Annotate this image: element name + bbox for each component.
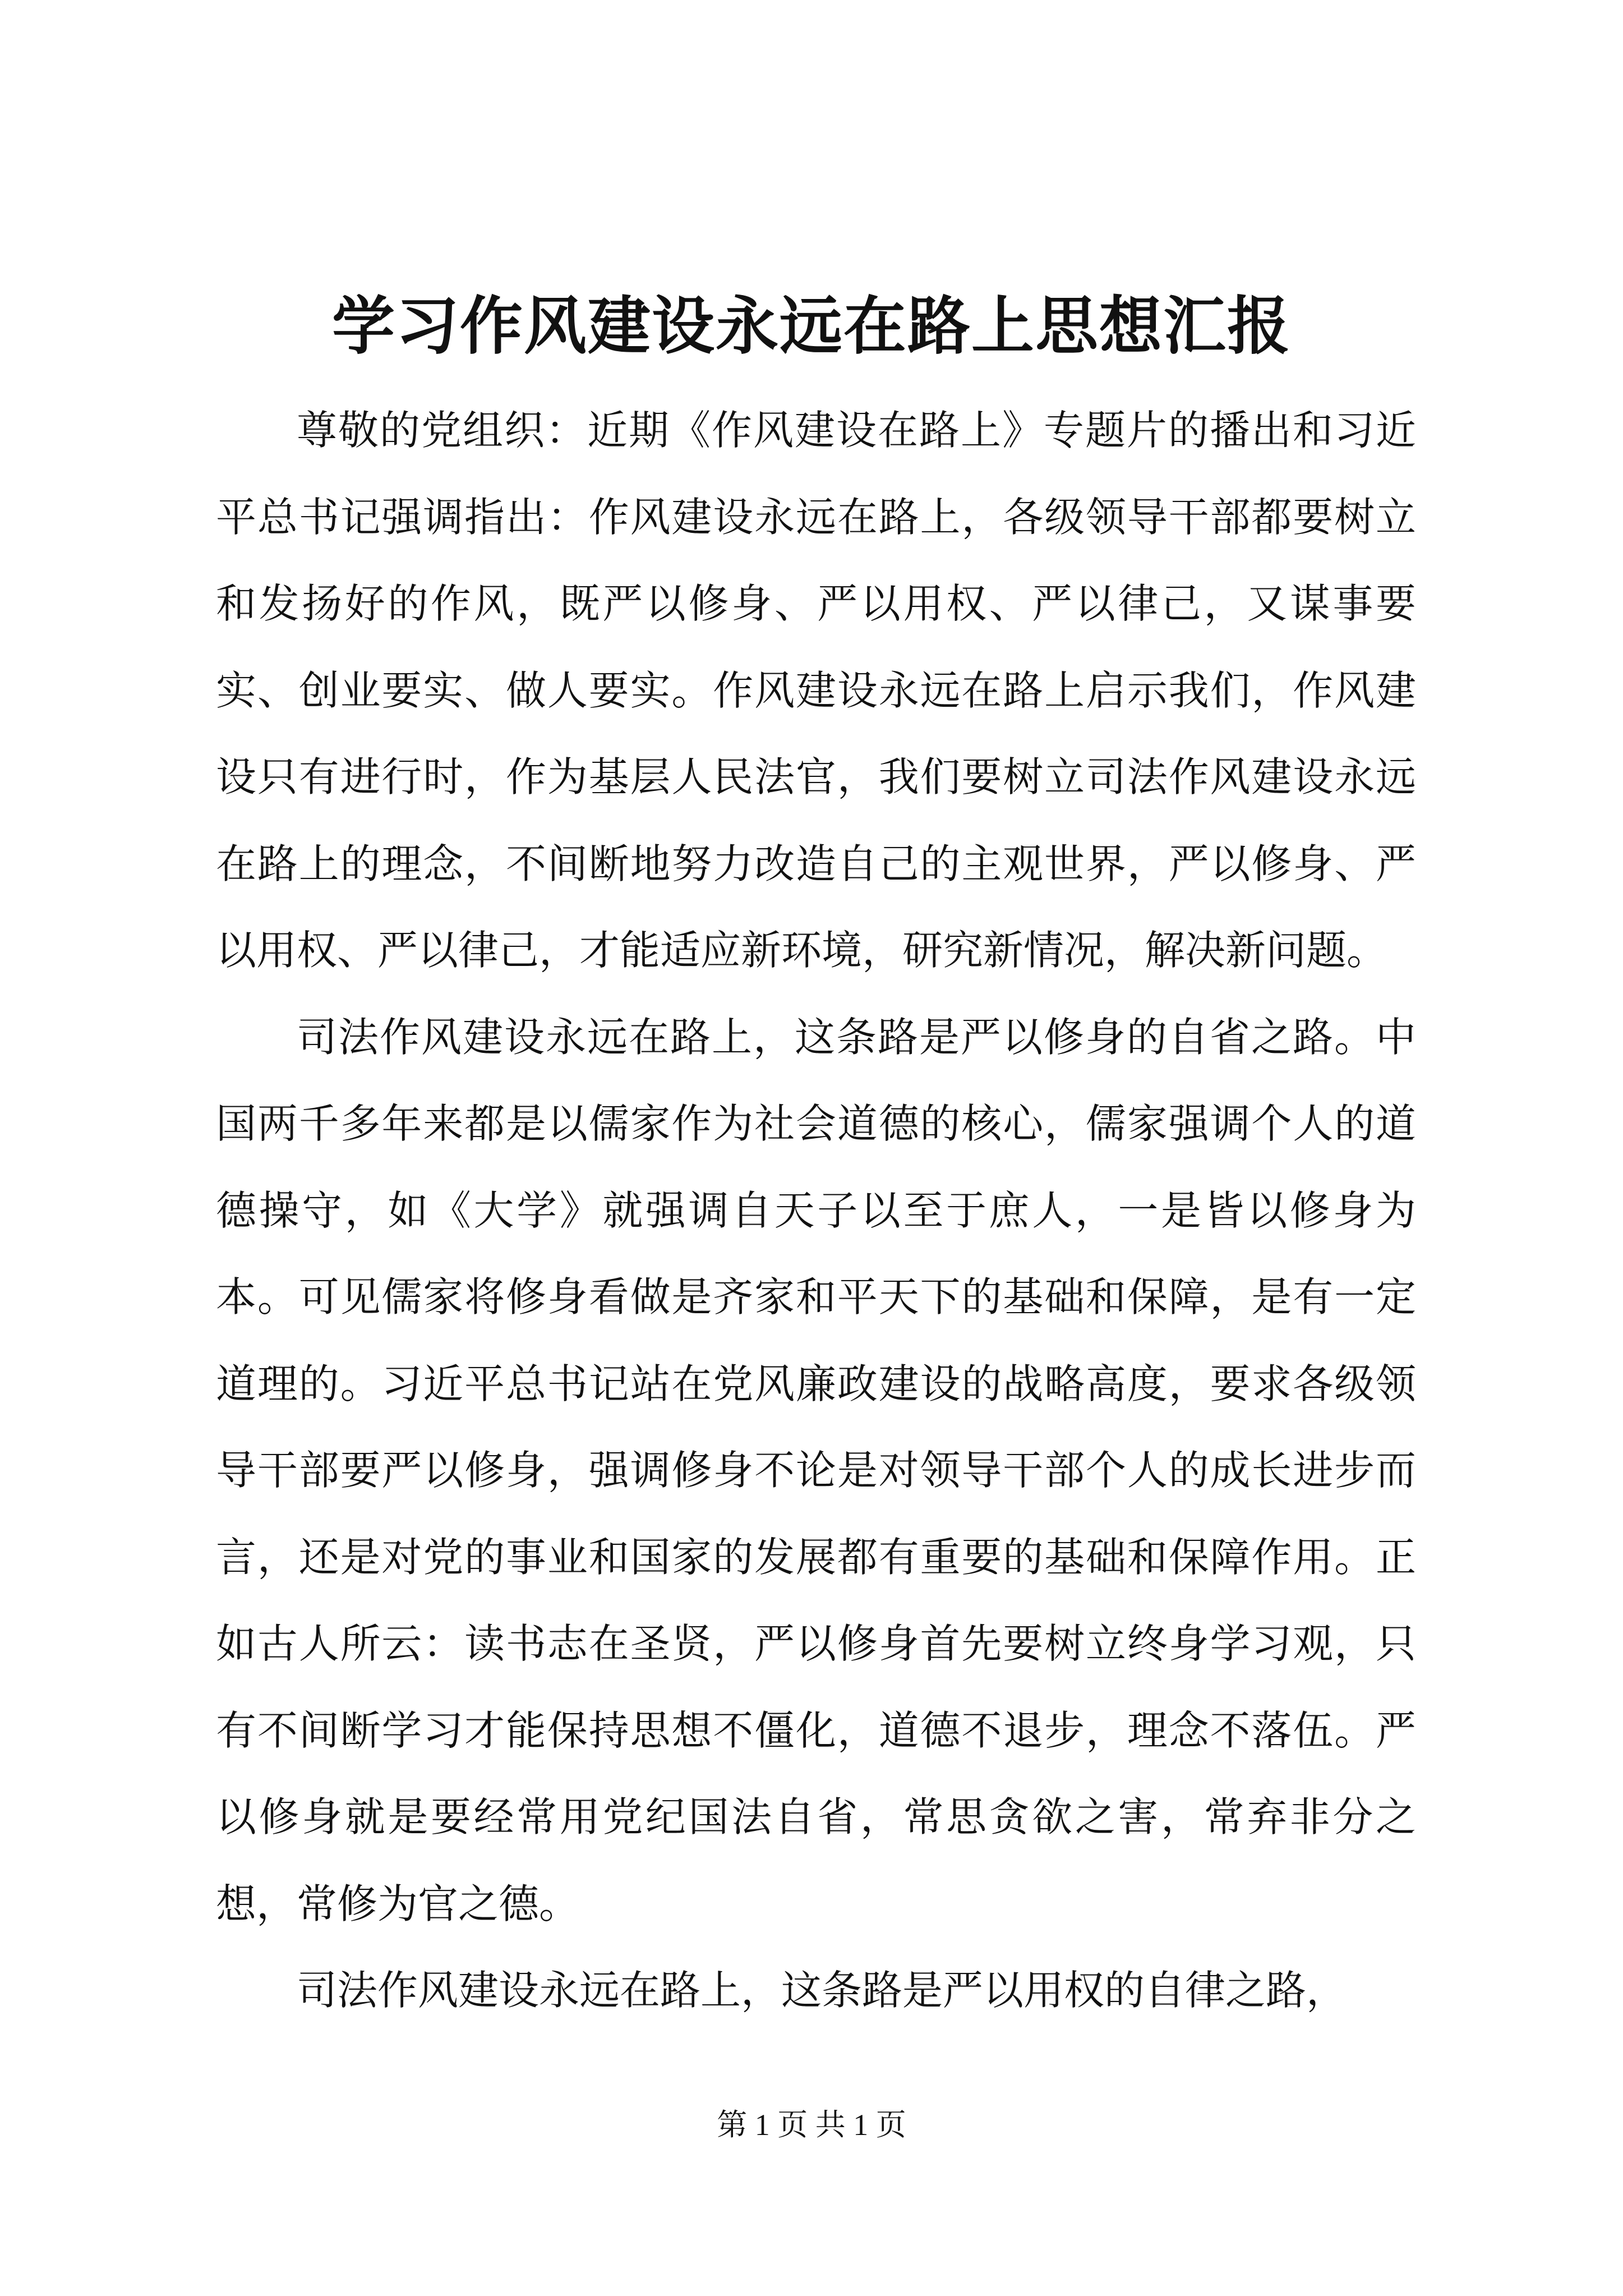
paragraph-1: 尊敬的党组织：近期《作风建设在路上》专题片的播出和习近平总书记强调指出：作风建设永远在路上，各级领导干部都要树立和发扬好的作风，既严以修身、严以用权、严以律己，又谋事要实、创业要实、做人要实。作风建设永远在路上启示我们，作风建设只有进行时，作为基层人民法官，我们要树立司法作风建设永远在路上的理念，不间断地努力改造自己的主观世界，严以修身、严以用权、严以律己，才能适应新环境，研究新情况，解决新问题。: [216, 407, 1416, 974]
paragraph-2: 司法作风建设永远在路上，这条路是严以修身的自省之路。中国两千多年来都是以儒家作为社会道德的核心，儒家强调个人的道德操守，如《大学》就强调自天子以至于庶人，一是皆以修身为本。可见儒家将修身看做是齐家和平天下的基础和保障，是有一定道理的。习近平总书记站在党风廉政建设的战略高度，要求各级领导干部要严以修身，强调修身不论是对领导干部个人的成长进步而言，还是对党的事业和国家的发展都有重要的基础和保障作用。正如古人所云：读书志在圣贤，严以修身首先要树立终身学习观，只有不间断学习才能保持思想不僵化，道德不退步，理念不落伍。严以修身就是要经常用党纪国法自省，常思贪欲之害，常弃非分之想，常修为官之德。: [216, 1013, 1416, 1927]
page-number-footer: 第 1 页 共 1 页: [717, 2108, 906, 2142]
paragraph-3: 司法作风建设永远在路上，这条路是严以用权的自律之路，: [297, 1967, 1347, 2014]
document-title: 学习作风建设永远在路上思想汇报: [332, 289, 1291, 363]
document-body: [216, 387, 1416, 2034]
